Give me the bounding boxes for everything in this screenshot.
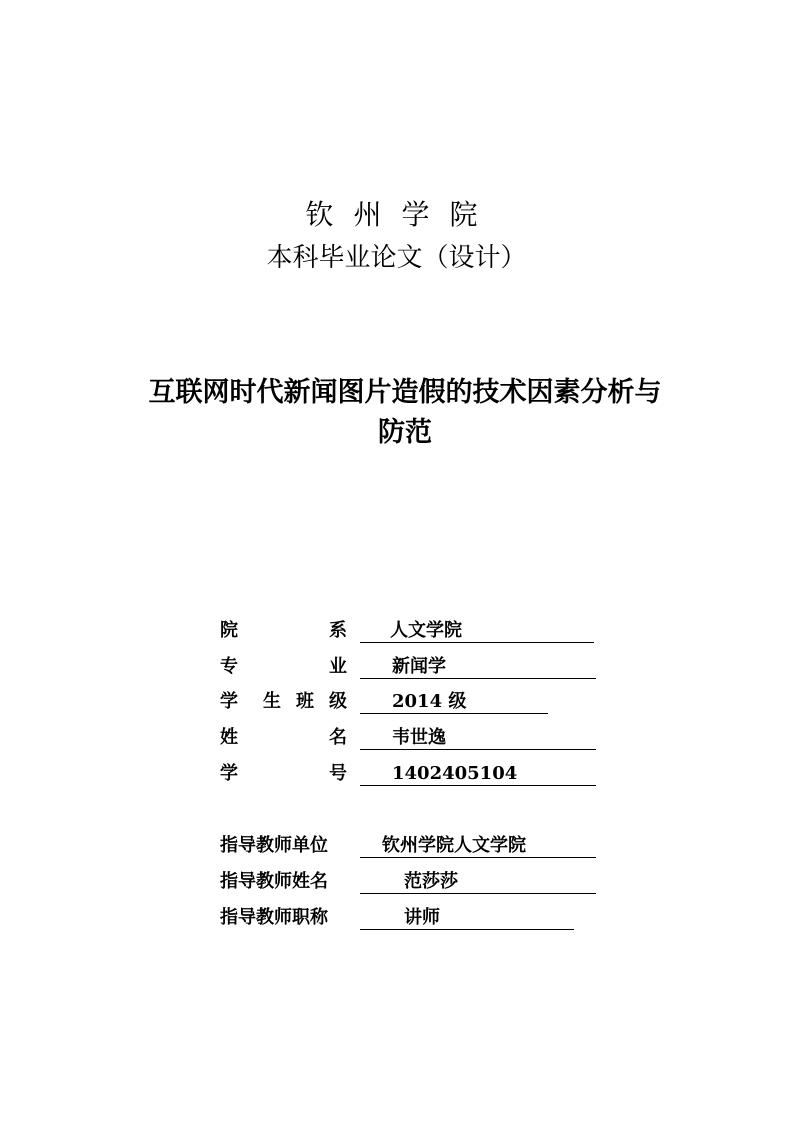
- name-label-char-1: 姓: [220, 727, 238, 748]
- document-type: 本科毕业论文（设计）: [266, 243, 527, 273]
- advisor-name-label: 指导教师姓名: [220, 871, 328, 892]
- department-value: 人文学院: [390, 620, 462, 641]
- class-label-char-2: 生: [263, 691, 281, 712]
- major-label-char-1: 专: [220, 656, 238, 677]
- class-label-char-4: 级: [329, 691, 347, 712]
- class-value: 2014 级: [392, 691, 467, 712]
- student-id-label-char-2: 号: [329, 763, 347, 784]
- class-value-field: [360, 690, 548, 714]
- advisor-title-value: 讲师: [404, 907, 440, 928]
- thesis-title: [110, 373, 700, 453]
- student-id-value-field: [360, 762, 596, 786]
- advisor-title-label: 指导教师职称: [220, 907, 328, 928]
- name-label: [220, 726, 350, 750]
- advisor-unit-value: 钦州学院人文学院: [382, 835, 526, 856]
- advisor-unit-label: 指导教师单位: [220, 835, 328, 856]
- school-name: 钦州学院: [305, 198, 498, 231]
- thesis-title-line-2: 防范: [378, 417, 432, 448]
- class-label-char-1: 学: [220, 691, 238, 712]
- advisor-name-value: 范莎莎: [404, 871, 458, 892]
- major-label-char-2: 业: [329, 656, 347, 677]
- student-id-label: [220, 762, 350, 786]
- name-value: 韦世逸: [392, 727, 446, 748]
- thesis-title-line-1: 互联网时代新闻图片造假的技术因素分析与: [148, 377, 662, 408]
- advisor-title-value-field: [360, 906, 574, 930]
- name-label-char-2: 名: [329, 727, 347, 748]
- department-value-field: [360, 619, 594, 643]
- major-value-field: [360, 655, 596, 679]
- advisor-unit-value-field: [360, 834, 596, 858]
- department-label-char-1: 院: [220, 620, 238, 641]
- student-id-value: 1402405104: [392, 763, 518, 784]
- major-label: [220, 655, 350, 679]
- name-value-field: [360, 726, 596, 750]
- student-id-label-char-1: 学: [220, 763, 238, 784]
- major-value: 新闻学: [392, 656, 446, 677]
- advisor-name-value-field: [360, 870, 596, 894]
- department-label: [220, 619, 350, 643]
- department-label-char-2: 系: [329, 620, 347, 641]
- class-label-char-3: 班: [296, 691, 314, 712]
- class-label: [220, 690, 350, 714]
